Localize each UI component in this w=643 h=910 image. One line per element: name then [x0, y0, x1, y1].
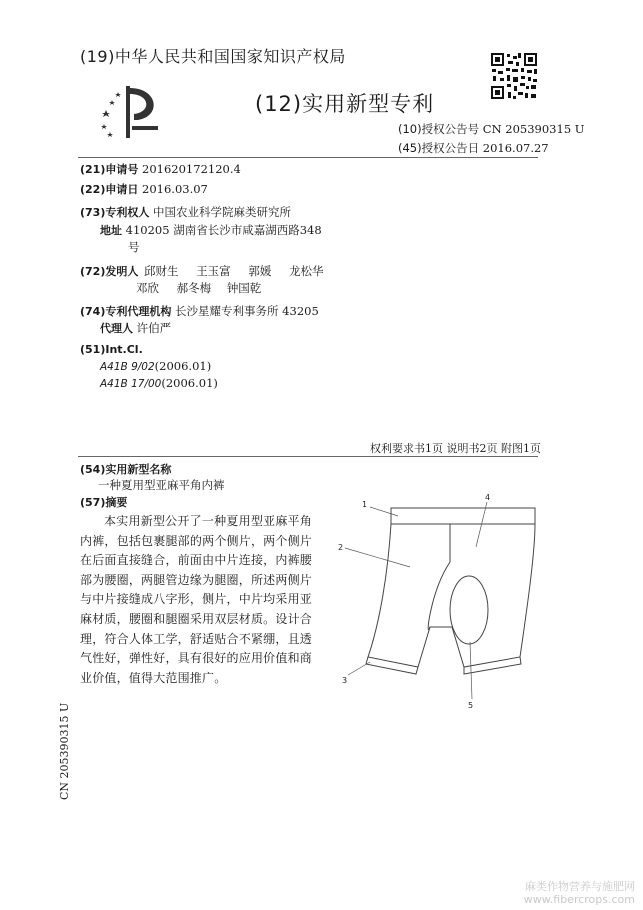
qr-code-icon	[490, 52, 538, 100]
intcl-row: (51)Int.Cl.	[80, 343, 143, 356]
application-date-row: (22)申请日 2016.03.07	[80, 182, 208, 196]
publication-date: (45)授权公告日 2016.07.27	[398, 141, 549, 155]
abstract-text: 本实用新型公开了一种夏用型亚麻平角内裤，包括包裹腿部的两个侧片，两个侧片在后面直接缝合，前面由中片连接，内裤腰部为腰圈，两腿管边缘为腿圈，所述两侧片与中片接缝成八字形，侧片，中片均采用亚麻材质，腰圈和腿圈采用双层材质。设计合理，符合人体工学，舒适贴合不紧绷，且透气性好，弹性好，具有很好的应用价值和商业价值，值得大范围推广。	[80, 514, 312, 685]
page-count: 权利要求书1页 说明书2页 附图1页	[370, 442, 541, 455]
publication-number: (10)授权公告号 CN 205390315 U	[398, 122, 585, 136]
abstract-label: (57)摘要	[80, 496, 128, 509]
title-label: (54)实用新型名称	[80, 463, 172, 476]
cnipa-logo-icon	[96, 82, 168, 140]
header-divider	[78, 157, 538, 158]
watermark: 麻类作物营养与施肥网 www.fibercrops.com	[523, 880, 635, 906]
intcl-item: A41B 17/00(2006.01)	[100, 376, 218, 390]
office-name: (19)中华人民共和国国家知识产权局	[80, 47, 346, 66]
briefs-drawing	[330, 492, 545, 712]
address-row: 地址 410205 湖南省长沙市咸嘉湖西路348	[100, 223, 322, 237]
figure-label: 2	[338, 543, 344, 552]
figure-label: 4	[485, 493, 491, 502]
figure-label: 5	[468, 701, 474, 710]
patentee-row: (73)专利权人 中国农业科学院麻类研究所	[80, 205, 292, 219]
agency-row: (74)专利代理机构 长沙星耀专利事务所 43205	[80, 304, 319, 318]
utility-model-title: 一种夏用型亚麻平角内裤	[98, 478, 225, 492]
figure-label: 3	[342, 676, 348, 685]
inventors-row-cont: 邓欣 郝冬梅 钟国乾	[136, 281, 262, 295]
agent-row: 代理人 许伯严	[100, 321, 172, 335]
inventors-row: (72)发明人 邱财生 王玉富 郭媛 龙松华	[80, 264, 324, 278]
address-row-cont: 号	[128, 240, 140, 254]
side-publication-number: CN 205390315 U	[58, 702, 71, 800]
intcl-item: A41B 9/02(2006.01)	[100, 359, 212, 373]
application-number-row: (21)申请号 201620172120.4	[80, 162, 241, 176]
figure-label: 1	[362, 500, 368, 509]
document-type: (12)实用新型专利	[255, 92, 435, 116]
section-divider	[78, 456, 538, 457]
